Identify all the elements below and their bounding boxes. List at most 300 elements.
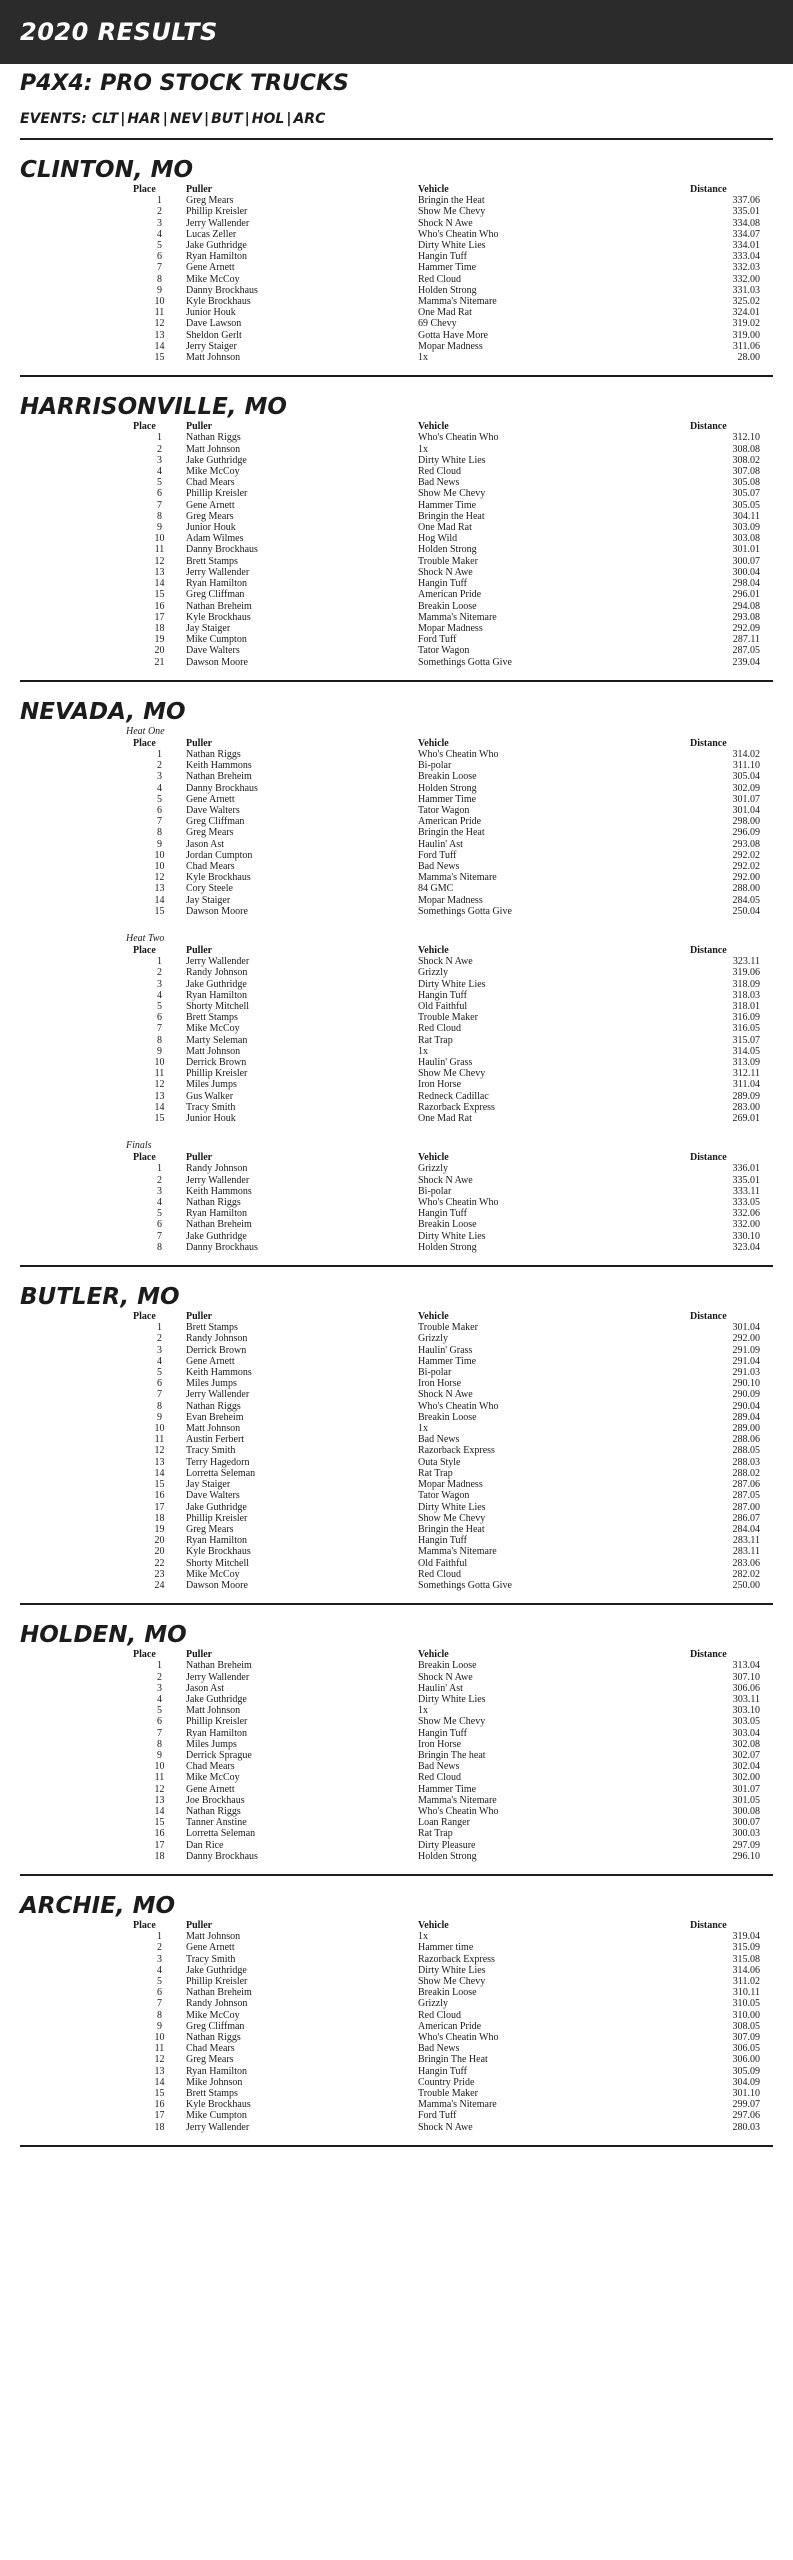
table-row	[133, 1828, 760, 1839]
distance-cell: 314.02	[732, 748, 760, 760]
header-row	[133, 738, 760, 749]
vehicle-cell: Grizzly	[418, 1998, 448, 2010]
header-row	[133, 1311, 760, 1322]
results-table	[133, 1920, 760, 2133]
puller-cell: Greg Mears	[186, 1523, 234, 1535]
place-cell: 13	[154, 883, 165, 895]
vehicle-cell: Hammer Time	[418, 262, 477, 274]
results-header	[133, 184, 760, 195]
distance-cell: 311.04	[732, 1079, 760, 1091]
header-row	[133, 1920, 760, 1931]
puller-cell: Jake Guthridge	[186, 240, 247, 252]
distance-cell: 293.08	[732, 838, 760, 850]
place-cell: 7	[157, 262, 162, 274]
distance-cell: 292.09	[732, 622, 760, 634]
puller-cell: Tanner Anstine	[186, 1817, 247, 1829]
puller-cell: Randy Johnson	[186, 967, 248, 979]
place-cell: 5	[157, 1976, 162, 1987]
puller-cell: Chad Mears	[186, 477, 235, 489]
table-row	[133, 2010, 760, 2021]
distance-cell: 290.10	[732, 1378, 760, 1390]
distance-cell: 297.06	[732, 2110, 760, 2122]
puller-cell: Brett Stamps	[186, 555, 238, 567]
place-cell: 17	[154, 2110, 165, 2122]
place-cell: 4	[157, 782, 162, 794]
puller-cell: Jake Guthridge	[186, 1501, 247, 1513]
distance-cell: 311.02	[732, 1976, 760, 1987]
table-row	[133, 556, 760, 567]
place-cell: 22	[154, 1557, 165, 1569]
place-cell: 5	[157, 240, 162, 252]
place-cell: 18	[154, 622, 165, 634]
vehicle-cell: Shock N Awe	[418, 1671, 473, 1683]
vehicle-cell: Hangin Tuff	[418, 2065, 467, 2077]
table-row	[133, 1219, 760, 1230]
place-cell: 15	[154, 905, 165, 917]
vehicle-cell: Razorback Express	[418, 1101, 495, 1113]
puller-cell: Nathan Breheim	[186, 1987, 252, 1999]
vehicle-cell: Grizzly	[418, 1333, 448, 1345]
table-row	[133, 533, 760, 544]
puller-cell: Terry Hagedorn	[186, 1456, 250, 1468]
vehicle-cell: Tator Wagon	[418, 804, 470, 816]
table-row	[133, 455, 760, 466]
table-row	[133, 2122, 760, 2133]
vehicle-cell: Hangin Tuff	[418, 578, 467, 590]
distance-cell: 313.04	[732, 1660, 760, 1672]
place-cell: 9	[157, 838, 162, 850]
place-cell: 14	[154, 894, 165, 906]
puller-cell: Miles Jumps	[186, 1079, 237, 1091]
place-cell: 18	[154, 2121, 165, 2133]
place-cell: 3	[157, 1185, 162, 1197]
vehicle-cell: Tator Wagon	[418, 645, 470, 657]
table-row	[133, 1163, 760, 1174]
place-cell: 11	[154, 2043, 165, 2055]
distance-cell: 290.09	[732, 1389, 760, 1401]
puller-cell: Dawson Moore	[186, 1579, 248, 1591]
distance-cell: 333.04	[732, 251, 760, 263]
distance-cell: 313.09	[732, 1057, 760, 1068]
place-cell: 15	[154, 1479, 165, 1491]
table-row	[133, 1672, 760, 1683]
vehicle-cell: Breakin Loose	[418, 1987, 477, 1999]
table-row	[133, 567, 760, 578]
distance-cell: 310.00	[732, 2009, 760, 2021]
distance-cell: 300.04	[732, 566, 760, 578]
event-code: | ARC	[284, 111, 325, 127]
results-table	[133, 1649, 760, 1862]
distance-cell: 335.01	[732, 1174, 760, 1186]
table-row	[133, 1001, 760, 1012]
table-row	[133, 274, 760, 285]
place-cell: 1	[157, 1322, 162, 1334]
puller-cell: Jerry Wallender	[186, 956, 250, 968]
distance-cell: 288.03	[732, 1456, 760, 1468]
place-cell: 8	[157, 1738, 162, 1750]
distance-cell: 315.08	[732, 1953, 760, 1965]
vehicle-cell: Mamma's Nitemare	[418, 1794, 497, 1806]
vehicle-cell: Who's Cheatin Who	[418, 2032, 499, 2044]
distance-cell: 316.05	[732, 1023, 760, 1035]
table-row	[133, 1694, 760, 1705]
place-cell: 10	[154, 860, 165, 872]
puller-cell: Greg Cliffman	[186, 816, 245, 828]
event-code: | HAR	[118, 111, 160, 127]
puller-cell: Nathan Riggs	[186, 1805, 241, 1817]
vehicle-cell: Dirty White Lies	[418, 978, 486, 990]
puller-cell: Phillip Kreisler	[186, 206, 248, 218]
results-header	[133, 1152, 760, 1163]
distance-cell: 289.04	[732, 1411, 760, 1423]
place-cell: 2	[157, 206, 162, 218]
distance-cell: 316.09	[732, 1012, 760, 1024]
table-row	[133, 990, 760, 1001]
puller-cell: Nathan Breheim	[186, 771, 252, 783]
vehicle-cell: Bi-polar	[418, 1185, 452, 1197]
results-table	[133, 1311, 760, 1591]
vehicle-cell: Haulin' Grass	[418, 1344, 473, 1356]
place-cell: 2	[157, 1671, 162, 1683]
distance-cell: 333.05	[732, 1197, 760, 1209]
place-cell: 15	[154, 1817, 165, 1829]
column-header-distance: Distance	[690, 1919, 727, 1931]
vehicle-cell: Hammer Time	[418, 1355, 477, 1367]
puller-cell: Miles Jumps	[186, 1378, 237, 1390]
place-cell: 8	[157, 273, 162, 285]
place-cell: 16	[154, 1490, 165, 1502]
distance-cell: 291.03	[732, 1367, 760, 1379]
place-cell: 4	[157, 1964, 162, 1976]
vehicle-cell: Hammer Time	[418, 499, 477, 511]
distance-cell: 319.00	[732, 329, 760, 341]
distance-cell: 318.09	[732, 978, 760, 990]
table-row	[133, 1705, 760, 1716]
table-row	[133, 1468, 760, 1479]
table-row	[133, 2066, 760, 2077]
event-divider	[20, 680, 773, 682]
puller-cell: Dave Walters	[186, 804, 240, 816]
vehicle-cell: Red Cloud	[418, 466, 462, 478]
distance-cell: 303.04	[732, 1727, 760, 1739]
results-header	[133, 1920, 760, 1931]
vehicle-cell: Grizzly	[418, 1163, 448, 1175]
results-table	[133, 1152, 760, 1253]
table-row	[133, 1412, 760, 1423]
column-header-puller: Puller	[186, 421, 213, 433]
table-row	[133, 1954, 760, 1965]
place-cell: 17	[154, 1501, 165, 1513]
puller-cell: Gene Arnett	[186, 1783, 235, 1795]
distance-cell: 306.00	[732, 2054, 760, 2066]
results-header	[133, 738, 760, 749]
vehicle-cell: One Mad Rat	[418, 307, 472, 319]
table-row	[133, 432, 760, 443]
place-cell: 12	[154, 1079, 165, 1091]
page-title: 2020 RESULTS	[20, 18, 218, 46]
table-row	[133, 511, 760, 522]
puller-cell: Greg Cliffman	[186, 2020, 245, 2032]
place-cell: 2	[157, 1942, 162, 1954]
heat-label: Heat Two	[126, 932, 165, 944]
event-title: ARCHIE, MO	[20, 1892, 176, 1919]
vehicle-cell: One Mad Rat	[418, 1113, 472, 1125]
column-header-puller: Puller	[186, 1152, 213, 1164]
puller-cell: Junior Houk	[186, 522, 236, 534]
puller-cell: Derrick Brown	[186, 1344, 247, 1356]
puller-cell: Jake Guthridge	[186, 1693, 247, 1705]
place-cell: 11	[154, 544, 165, 556]
table-row	[133, 1513, 760, 1524]
vehicle-cell: Who's Cheatin Who	[418, 432, 499, 444]
vehicle-cell: Old Faithful	[418, 1000, 468, 1012]
vehicle-cell: Country Pride	[418, 2076, 475, 2088]
table-row	[133, 1401, 760, 1412]
puller-cell: Ryan Hamilton	[186, 2065, 247, 2077]
distance-cell: 301.05	[732, 1794, 760, 1806]
table-row	[133, 466, 760, 477]
header-divider	[20, 138, 773, 140]
distance-cell: 286.07	[732, 1512, 760, 1524]
place-cell: 11	[154, 1772, 165, 1784]
puller-cell: Ryan Hamilton	[186, 251, 247, 263]
vehicle-cell: Bad News	[418, 1434, 460, 1446]
vehicle-cell: Who's Cheatin Who	[418, 1197, 499, 1209]
place-cell: 7	[157, 1389, 162, 1401]
puller-cell: Jay Staiger	[186, 1479, 231, 1491]
table-row	[133, 262, 760, 273]
header-row	[133, 1152, 760, 1163]
distance-cell: 303.11	[732, 1693, 760, 1705]
distance-cell: 250.00	[732, 1579, 760, 1591]
distance-cell: 301.07	[732, 1783, 760, 1795]
distance-cell: 288.00	[732, 883, 760, 895]
place-cell: 12	[154, 1445, 165, 1457]
place-cell: 2	[157, 967, 162, 979]
distance-cell: 305.05	[732, 499, 760, 511]
distance-cell: 296.09	[732, 827, 760, 839]
puller-cell: Phillip Kreisler	[186, 1716, 248, 1728]
puller-cell: Matt Johnson	[186, 1045, 241, 1057]
table-row	[133, 1091, 760, 1102]
puller-cell: Mike McCoy	[186, 273, 240, 285]
class-title: P4X4: PRO STOCK TRUCKS	[20, 71, 349, 96]
puller-cell: Miles Jumps	[186, 1738, 237, 1750]
distance-cell: 319.02	[732, 318, 760, 330]
distance-cell: 303.05	[732, 1716, 760, 1728]
place-cell: 9	[157, 284, 162, 296]
place-cell: 4	[157, 466, 162, 478]
distance-cell: 332.00	[732, 273, 760, 285]
place-cell: 15	[154, 1113, 165, 1125]
table-row	[133, 500, 760, 511]
puller-cell: Danny Brockhaus	[186, 544, 258, 556]
column-header-vehicle: Vehicle	[418, 1919, 449, 1931]
table-row	[133, 578, 760, 589]
events-label: EVENTS:	[20, 111, 87, 127]
distance-cell: 305.09	[732, 2065, 760, 2077]
results-header	[133, 945, 760, 956]
vehicle-cell: Haulin' Ast	[418, 838, 463, 850]
table-row	[133, 1423, 760, 1434]
table-row	[133, 760, 760, 771]
vehicle-cell: Shock N Awe	[418, 956, 473, 968]
place-cell: 14	[154, 1467, 165, 1479]
vehicle-cell: Dirty White Lies	[418, 1230, 486, 1242]
vehicle-cell: Bad News	[418, 860, 460, 872]
results-body	[133, 1931, 760, 2133]
column-header-place: Place	[133, 1919, 156, 1931]
distance-cell: 293.08	[732, 611, 760, 623]
vehicle-cell: Loan Ranger	[418, 1817, 470, 1829]
vehicle-cell: Breakin Loose	[418, 771, 477, 783]
vehicle-cell: Mamma's Nitemare	[418, 1546, 497, 1558]
distance-cell: 306.06	[732, 1682, 760, 1694]
place-cell: 12	[154, 318, 165, 330]
puller-cell: Austin Ferbert	[186, 1434, 245, 1446]
vehicle-cell: Bad News	[418, 1761, 460, 1773]
place-cell: 12	[154, 1783, 165, 1795]
table-row	[133, 1378, 760, 1389]
vehicle-cell: Mamma's Nitemare	[418, 611, 497, 623]
table-row	[133, 318, 760, 329]
column-header-vehicle: Vehicle	[418, 1649, 449, 1661]
distance-cell: 323.04	[732, 1241, 760, 1253]
distance-cell: 288.06	[732, 1434, 760, 1446]
vehicle-cell: Who's Cheatin Who	[418, 1400, 499, 1412]
puller-cell: Danny Brockhaus	[186, 284, 258, 296]
puller-cell: Ryan Hamilton	[186, 1727, 247, 1739]
puller-cell: Joe Brockhaus	[186, 1794, 245, 1806]
vehicle-cell: Dirty White Lies	[418, 454, 486, 466]
table-row	[133, 1580, 760, 1591]
place-cell: 6	[157, 1219, 162, 1231]
puller-cell: Tracy Smith	[186, 1953, 236, 1965]
puller-cell: Randy Johnson	[186, 1333, 248, 1345]
place-cell: 1	[157, 956, 162, 968]
place-cell: 5	[157, 793, 162, 805]
place-cell: 9	[157, 1749, 162, 1761]
column-header-vehicle: Vehicle	[418, 421, 449, 433]
puller-cell: Marty Seleman	[186, 1034, 248, 1046]
table-row	[133, 612, 760, 623]
table-row	[133, 488, 760, 499]
place-cell: 10	[154, 1761, 165, 1773]
place-cell: 4	[157, 1197, 162, 1209]
vehicle-cell: Razorback Express	[418, 1445, 495, 1457]
vehicle-cell: Mopar Madness	[418, 894, 483, 906]
table-row	[133, 1079, 760, 1090]
distance-cell: 301.04	[732, 1322, 760, 1334]
event-divider	[20, 1603, 773, 1605]
distance-cell: 288.02	[732, 1467, 760, 1479]
place-cell: 11	[154, 1068, 165, 1080]
place-cell: 1	[157, 432, 162, 444]
distance-cell: 282.02	[732, 1568, 760, 1580]
puller-cell: Matt Johnson	[186, 352, 241, 364]
puller-cell: Jerry Wallender	[186, 1389, 250, 1401]
puller-cell: Jerry Wallender	[186, 1174, 250, 1186]
place-cell: 1	[157, 1931, 162, 1943]
column-header-vehicle: Vehicle	[418, 1152, 449, 1164]
event-section	[0, 393, 793, 681]
puller-cell: Jerry Wallender	[186, 2121, 250, 2133]
puller-cell: Jerry Wallender	[186, 217, 250, 229]
place-cell: 10	[154, 2032, 165, 2044]
place-cell: 4	[157, 228, 162, 240]
puller-cell: Cory Steele	[186, 883, 233, 895]
place-cell: 15	[154, 352, 165, 364]
column-header-distance: Distance	[690, 1649, 727, 1661]
place-cell: 11	[154, 1434, 165, 1446]
place-cell: 13	[154, 329, 165, 341]
distance-cell: 301.10	[732, 2088, 760, 2100]
column-header-distance: Distance	[690, 421, 727, 433]
puller-cell: Jay Staiger	[186, 622, 231, 634]
place-cell: 3	[157, 1953, 162, 1965]
vehicle-cell: Bi-polar	[418, 760, 452, 772]
puller-cell: Dawson Moore	[186, 905, 248, 917]
puller-cell: Matt Johnson	[186, 1423, 241, 1435]
table-row	[133, 1942, 760, 1953]
distance-cell: 332.03	[732, 262, 760, 274]
puller-cell: Lucas Zeller	[186, 228, 237, 240]
vehicle-cell: Shock N Awe	[418, 217, 473, 229]
vehicle-cell: Hangin Tuff	[418, 1535, 467, 1547]
puller-cell: Derrick Brown	[186, 1057, 247, 1068]
puller-cell: Nathan Breheim	[186, 600, 252, 612]
distance-cell: 307.09	[732, 2032, 760, 2044]
place-cell: 18	[154, 1512, 165, 1524]
table-row	[133, 1976, 760, 1987]
table-row	[133, 657, 760, 668]
distance-cell: 283.00	[732, 1101, 760, 1113]
column-header-place: Place	[133, 1311, 156, 1323]
table-row	[133, 341, 760, 352]
table-row	[133, 1197, 760, 1208]
vehicle-cell: Show Me Chevy	[418, 1976, 486, 1987]
column-header-puller: Puller	[186, 1919, 213, 1931]
distance-cell: 283.11	[732, 1546, 760, 1558]
vehicle-cell: Tator Wagon	[418, 1490, 470, 1502]
place-cell: 6	[157, 488, 162, 500]
puller-cell: Kyle Brockhaus	[186, 296, 251, 308]
place-cell: 5	[157, 1705, 162, 1717]
puller-cell: Jerry Wallender	[186, 1671, 250, 1683]
place-cell: 2	[157, 443, 162, 455]
column-header-place: Place	[133, 944, 156, 956]
vehicle-cell: Bringin the Heat	[418, 195, 485, 207]
table-row	[133, 2032, 760, 2043]
puller-cell: Junior Houk	[186, 1113, 236, 1125]
puller-cell: Dave Lawson	[186, 318, 242, 330]
event-section	[0, 1283, 793, 1605]
place-cell: 10	[154, 849, 165, 861]
table-row	[133, 218, 760, 229]
vehicle-cell: Hangin Tuff	[418, 251, 467, 263]
place-cell: 8	[157, 1400, 162, 1412]
puller-cell: Danny Brockhaus	[186, 1241, 258, 1253]
event-section	[0, 156, 793, 377]
distance-cell: 302.00	[732, 1772, 760, 1784]
distance-cell: 307.08	[732, 466, 760, 478]
puller-cell: Randy Johnson	[186, 1998, 248, 2010]
distance-cell: 336.01	[732, 1163, 760, 1175]
table-row	[133, 783, 760, 794]
column-header-place: Place	[133, 1152, 156, 1164]
distance-cell: 304.11	[732, 510, 760, 522]
table-row	[133, 1806, 760, 1817]
